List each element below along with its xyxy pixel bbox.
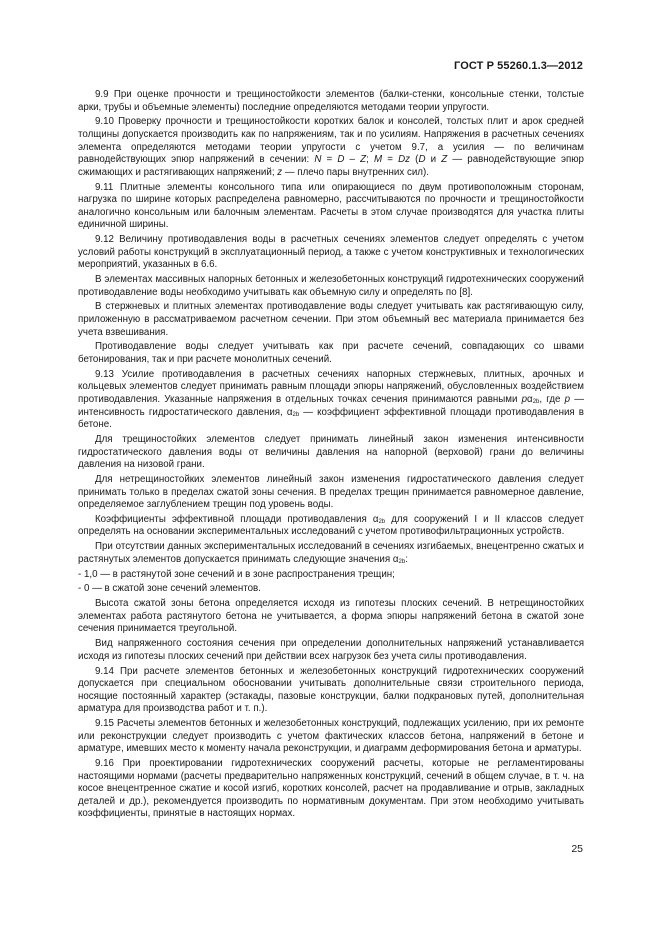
paragraph-non-crack-resistant: Для нетрещиностойких элементов линейный закон изменения гидростатического давления следует принимать только в пределах сжатой зоны сечения. В пределах трещин принимается равномерное давление, определяемое заглублением трещин под уровень воды. — [78, 473, 584, 511]
paragraph-9-9: 9.9 При оценке прочности и трещиностойкости элементов (балки-стенки, консольные стенки, толстые арки, трубы и объемные элементы) последние определяются методами теории упругости. — [78, 89, 584, 113]
text-run: = — [321, 154, 338, 166]
paragraph-9-10 — [78, 116, 584, 179]
formula-symbol: Dz — [398, 154, 411, 166]
formula-subscript: 2b — [398, 558, 406, 565]
page-number: 25 — [571, 843, 583, 855]
text-run: — коэффициент эффективной площади противодавления в бетоне. — [78, 406, 584, 431]
text-run: 9.13 Усилие противодавления в расчетных сечениях напорных стержневых, плитных, арочных и кольцевых элементов следует принимать равным площади эпюры напряжений, обусловленных воздействием противодавления. Указанные напряжения в отдельных точках сечения принимаются равными — [78, 368, 584, 405]
text-run: Коэффициенты эффективной площади противодавления — [95, 513, 373, 525]
formula-symbol: α — [392, 553, 399, 565]
text-run: — плечо пары внутренних сил). — [282, 166, 429, 178]
text-run: – — [344, 154, 361, 166]
text-run: — равнодействующие эпюр сжимающих и растягивающих напряжений; — [78, 154, 584, 178]
paragraph-9-15: 9.15 Расчеты элементов бетонных и железобетонных конструкций, подлежащих усилению, при их ремонте или реконструкции следует производить с учетом фактических классов бетона, напряжений в бетоне и арматуре, имевших место к моменту начала реконструкции, и диаграмм деформирования бетона и арматуры. — [78, 718, 584, 755]
paragraph-no-data — [78, 541, 584, 566]
document-body — [78, 89, 584, 823]
paragraph-rod-plate-elements: В стержневых и плитных элементах противодавление воды следует учитывать как растягивающую силу, приложенную в рассматриваемом расчетном сечении. При этом объемный вес материала принимается без учета взвешивания. — [78, 301, 584, 338]
text-run: ( — [410, 154, 419, 166]
paragraph-crack-resistant: Для трещиностойких элементов следует принимать линейный закон изменения интенсивности гидростатического давления воды от величины давления на напорной (верховой) грани до величины давления на низовой грани. — [78, 433, 584, 471]
formula-symbol: M — [373, 154, 383, 166]
list-item: - 0 — в сжатой зоне сечений элементов. — [78, 583, 261, 595]
paragraph-9-14: 9.14 При расчете элементов бетонных и железобетонных конструкций гидротехнических сооружений допускается при специальном обосновании учитывать дополнительные связи строительного периода, носящие постоянный характер (эстакады, пазовые конструкции, балки подкрановых путей, дополнительная арматура для производства работ и т. п.). — [78, 665, 584, 715]
text-run: При отсутствии данных экспериментальных исследований в сечениях изгибаемых, внецентренно сжатых и растянутых элементов допускается принимать следующие значения — [78, 541, 584, 565]
formula-symbol: Z — [441, 154, 448, 166]
text-run: 9.10 Проверку прочности и трещиностойкости коротких балок и консолей, толстых плит и арок средней толщины допускается производить как по напряжениям, так и по усилиям. Напряжения в расчетных сечениях элемента определяются методами теории упругости с учетом 9.7, а усилия — по величинам равнодействующих эпюр напряжений в сечении: — [78, 116, 584, 166]
formula-symbol: D — [418, 154, 426, 166]
formula-symbol: p — [521, 393, 528, 405]
formula-symbol: N — [314, 154, 322, 166]
paragraph-massive-elements: В элементах массивных напорных бетонных и железобетонных конструкций гидротехнических сооружений противодавление воды необходимо учитывать как объемную силу и определять по [8]. — [78, 274, 584, 298]
text-run: ; — [366, 154, 374, 166]
paragraph-9-13 — [78, 369, 584, 432]
text-run: : — [405, 553, 408, 565]
formula-symbol: α — [286, 406, 293, 418]
text-run: , где — [539, 393, 565, 405]
text-run: = — [382, 154, 399, 166]
formula-subscript: 2b — [378, 518, 386, 525]
paragraph-compressed-zone: Высота сжатой зоны бетона определяется исходя из гипотезы плоских сечений. В нетрещиностойких элементах работа растянутого бетона не учитывается, а форма эпюры напряжений бетона в сжатой зоне сечения принимается треугольной. — [78, 598, 584, 635]
formula-symbol: α — [372, 513, 379, 525]
paragraph-effective-area — [78, 514, 584, 539]
text-run: для сооружений I и II классов следует определять на основании экспериментальных исследований с учетом противофильтрационных устройств. — [78, 513, 584, 538]
text-run: — интенсивность гидростатического давления, — [78, 393, 585, 418]
formula-symbol: α — [527, 393, 533, 405]
formula-subscript: 2b — [532, 398, 540, 405]
paragraph-9-12: 9.12 Величину противодавления воды в расчетных сечениях элементов следует определять с учетом условий работы конструкций в эксплуатационный период, а также с учетом конструктивных и технологических мероприятий, указанных в 6.6. — [78, 234, 584, 271]
formula-symbol: z — [277, 166, 283, 178]
formula-symbol: Z — [360, 154, 367, 166]
text-run: и — [425, 154, 442, 166]
formula-symbol: D — [337, 154, 345, 166]
paragraph-counter-pressure: Противодавление воды следует учитывать как при расчете сечений, совпадающих со швами бетонирования, так и при расчете монолитных сечений. — [78, 341, 584, 365]
paragraph-stress-state: Вид напряженного состояния сечения при определении дополнительных напряжений устанавливается исходя из гипотезы плоских сечений при действии всех нагрузок без учета силы противодавления. — [78, 638, 584, 662]
formula-subscript: 2b — [292, 411, 300, 418]
paragraph-9-16: 9.16 При проектировании гидротехнических сооружений расчеты, которые не регламентированы настоящими нормами (расчеты предварительно напряженных конструкций, сечений в общем случае, в т. ч. на косое внецентренное сжатие и косой изгиб, коротких консолей, расчет на продавливание и отрыв, закладных деталей и др.), рекомендуется производить по нормативным документам. При этом необходимо учитывать коэффициенты, принятые в настоящих нормах. — [78, 758, 584, 820]
formula-symbol: p — [564, 393, 571, 405]
standard-header: ГОСТ Р 55260.1.3—2012 — [454, 60, 583, 72]
paragraph-9-11: 9.11 Плитные элементы консольного типа или опирающиеся по двум противоположным сторонам, нагрузка по ширине которых распределена равномерно, рассчитываются по прочности и трещиностойкости аналогично консольным или балочным элементам. Расчеты в этом случае производятся для участка плиты единичной ширины. — [78, 181, 584, 231]
list-item: - 1,0 — в растянутой зоне сечений и в зоне распространения трещин; — [78, 568, 395, 580]
